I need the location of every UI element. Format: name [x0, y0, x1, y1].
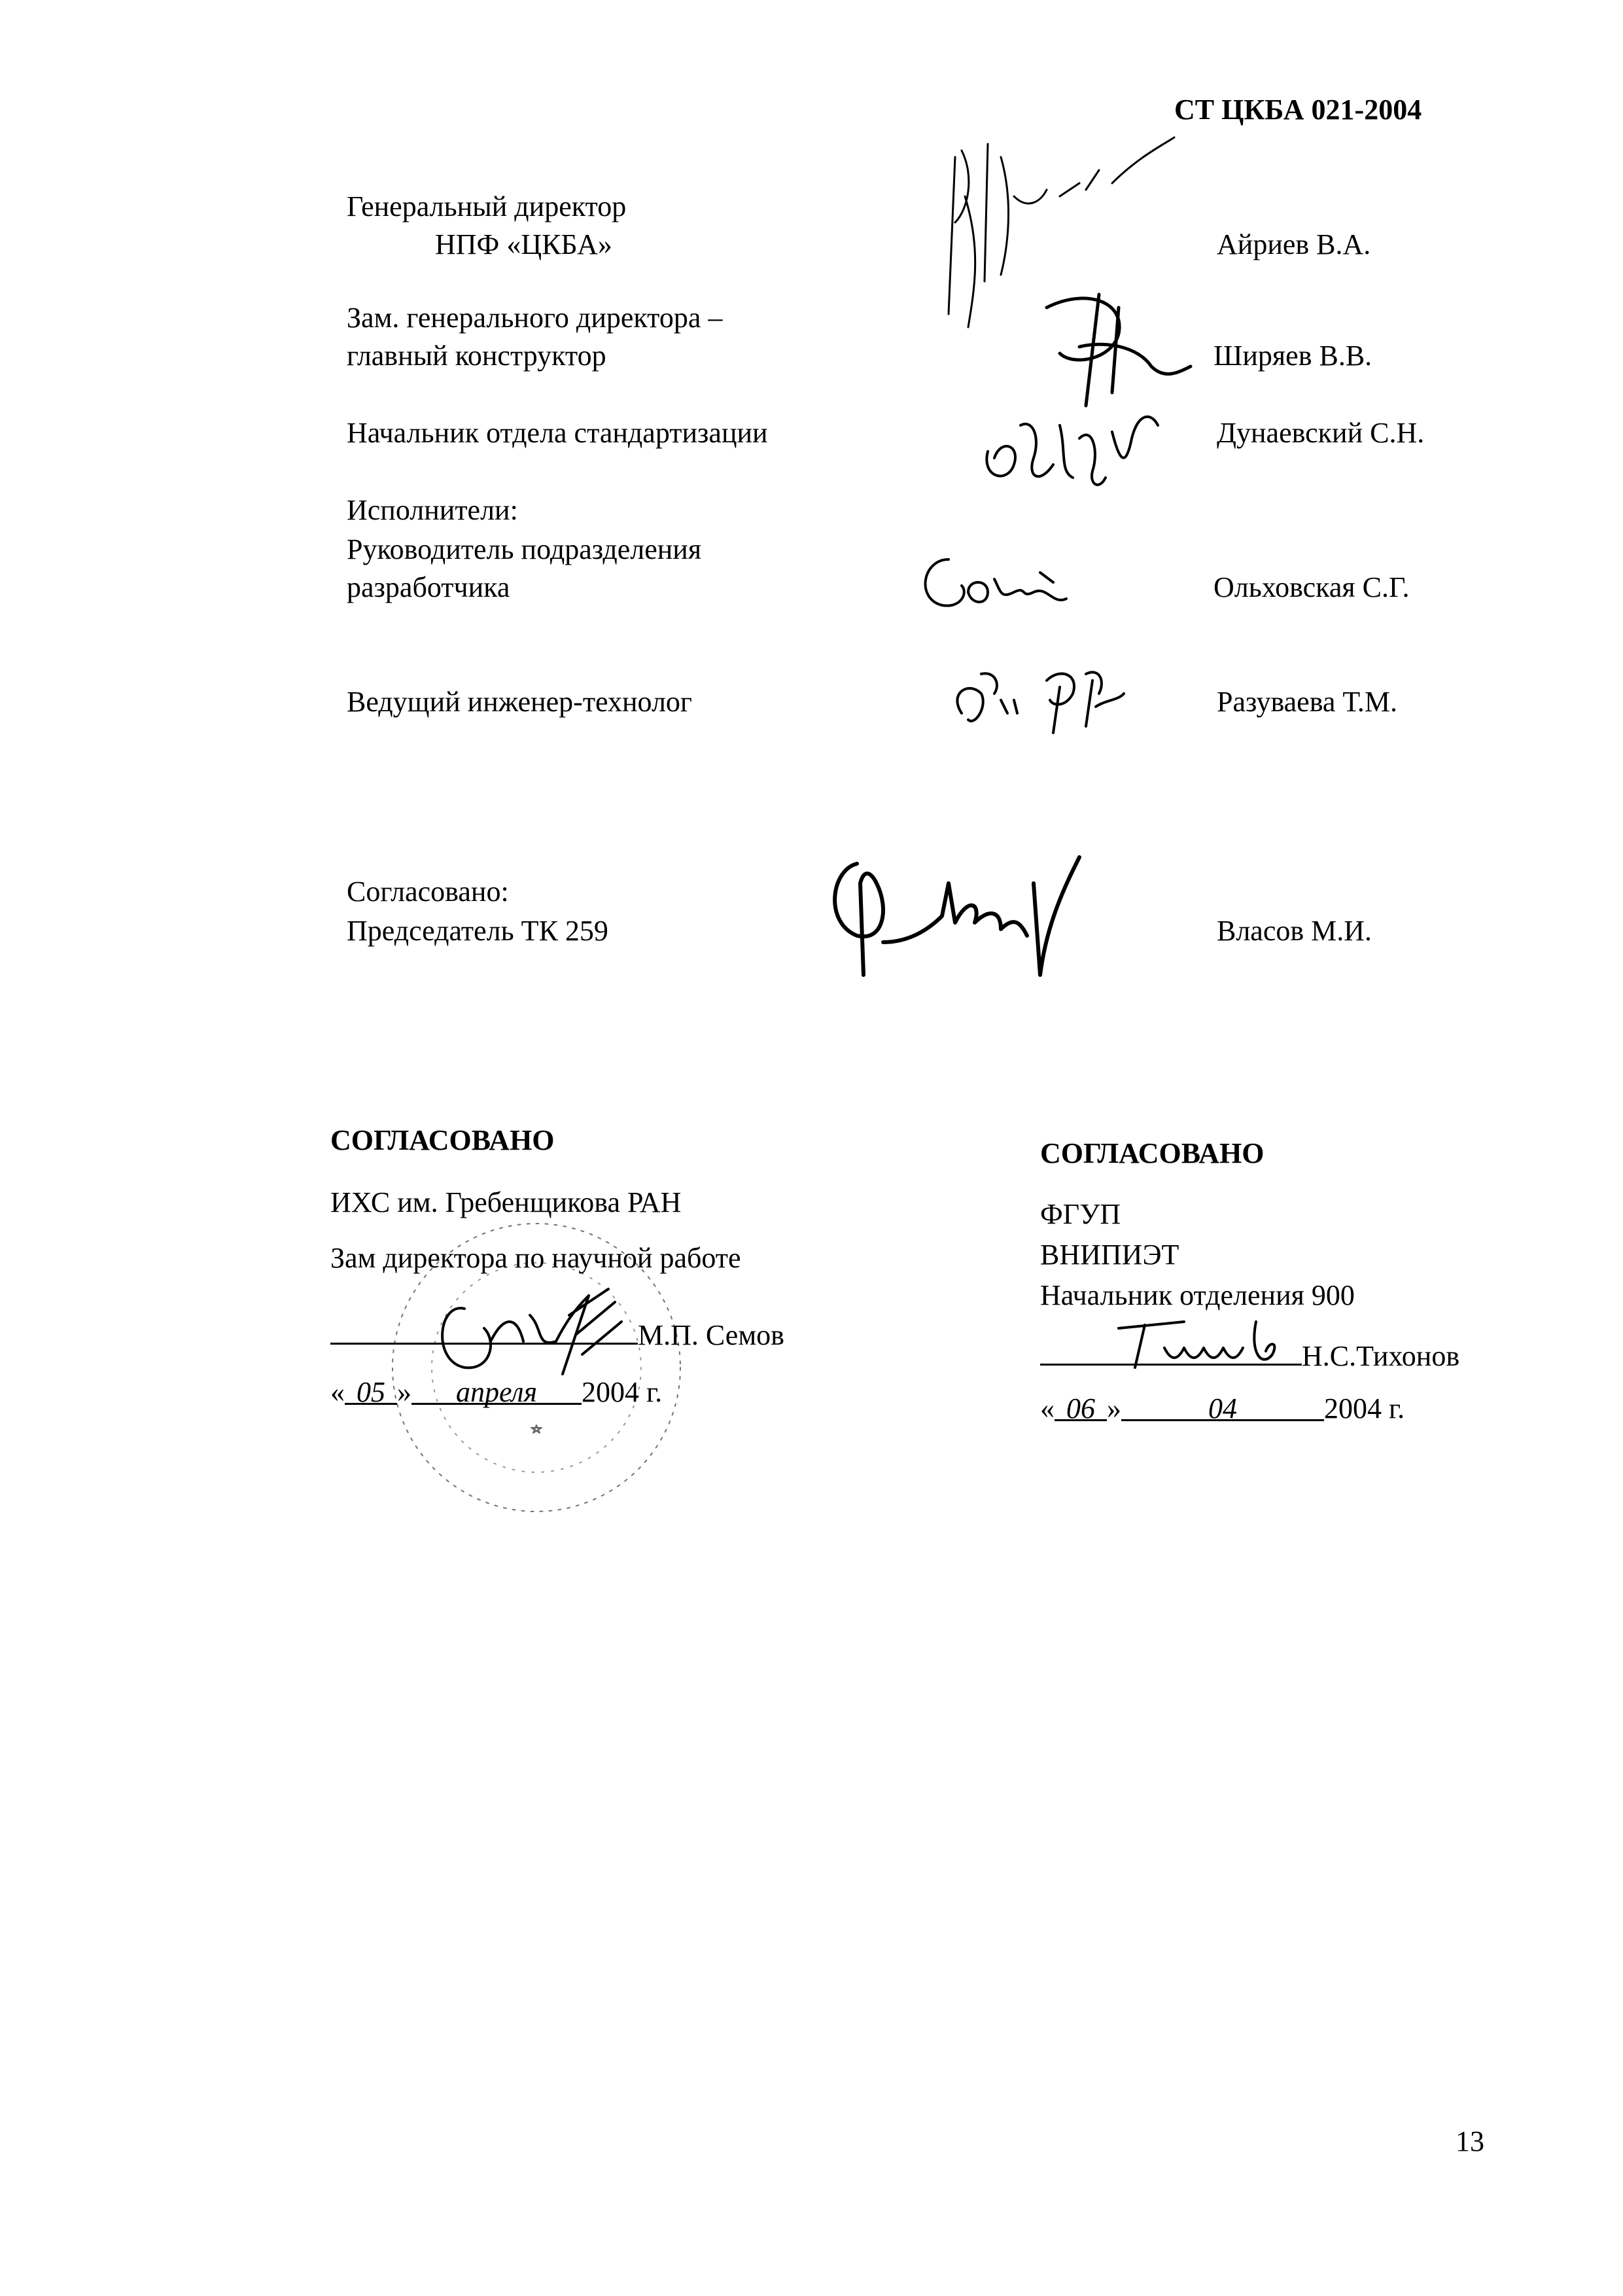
page-number: 13	[1456, 2125, 1484, 2157]
role-line: Председатель ТК 259	[347, 915, 608, 947]
date-close-quote: »	[1107, 1392, 1121, 1424]
role-line: Руководитель подразделения	[347, 533, 702, 565]
role-line: НПФ «ЦКБА»	[435, 228, 612, 260]
role-line: Начальник отдела стандартизации	[347, 417, 768, 449]
approval-signer-name: М.П. Семов	[638, 1319, 784, 1351]
role-line: разработчика	[347, 571, 510, 603]
date-close-quote: »	[397, 1376, 411, 1408]
date-day: 05	[345, 1374, 397, 1405]
official-stamp	[366, 1197, 707, 1538]
role-line: Исполнители:	[347, 494, 518, 526]
signature-razuvaeva	[942, 654, 1125, 739]
signature-vlasov	[818, 844, 1092, 995]
signature-tikhonov	[1106, 1315, 1315, 1374]
signature-dunaevsky	[968, 399, 1164, 497]
role-line: Генеральный директор	[347, 190, 627, 222]
role-line: Согласовано:	[347, 875, 509, 908]
approval-organization: ВНИПИЭТ	[1040, 1239, 1179, 1271]
role-line: Ведущий инженер-технолог	[347, 686, 692, 718]
approval-date	[1040, 1390, 1405, 1427]
approval-organization: ФГУП	[1040, 1198, 1121, 1230]
document-code: СТ ЦКБА 021-2004	[1174, 94, 1422, 126]
approval-signer-name: Н.С.Тихонов	[1302, 1340, 1460, 1372]
signatory-name: Власов М.И.	[1217, 915, 1372, 947]
signatory-name: Ольховская С.Г.	[1213, 571, 1410, 603]
date-year: 2004 г.	[1324, 1392, 1405, 1424]
approval-position: Зам директора по научной работе	[330, 1242, 741, 1274]
date-open-quote: «	[330, 1376, 345, 1408]
signature-olkhovskaya	[909, 546, 1079, 618]
approval-heading: СОГЛАСОВАНО	[330, 1124, 555, 1156]
date-year: 2004 г.	[582, 1376, 663, 1408]
signatory-name: Ширяев В.В.	[1213, 340, 1372, 372]
date-open-quote: «	[1040, 1392, 1055, 1424]
date-day: 06	[1055, 1390, 1107, 1421]
date-month: 04	[1121, 1390, 1324, 1421]
signatory-name: Дунаевский С.Н.	[1217, 417, 1425, 449]
role-line: главный конструктор	[347, 340, 606, 372]
role-line: Зам. генерального директора –	[347, 302, 723, 334]
approval-heading: СОГЛАСОВАНО	[1040, 1137, 1265, 1169]
date-month: апреля	[411, 1374, 582, 1405]
approval-position: Начальник отделения 900	[1040, 1279, 1355, 1311]
signatory-name: Айриев В.А.	[1217, 228, 1371, 260]
signatory-name: Разуваева Т.М.	[1217, 686, 1398, 718]
approval-organization: ИХС им. Гребенщикова РАН	[330, 1186, 682, 1218]
signature-shiryaev	[1021, 281, 1217, 412]
